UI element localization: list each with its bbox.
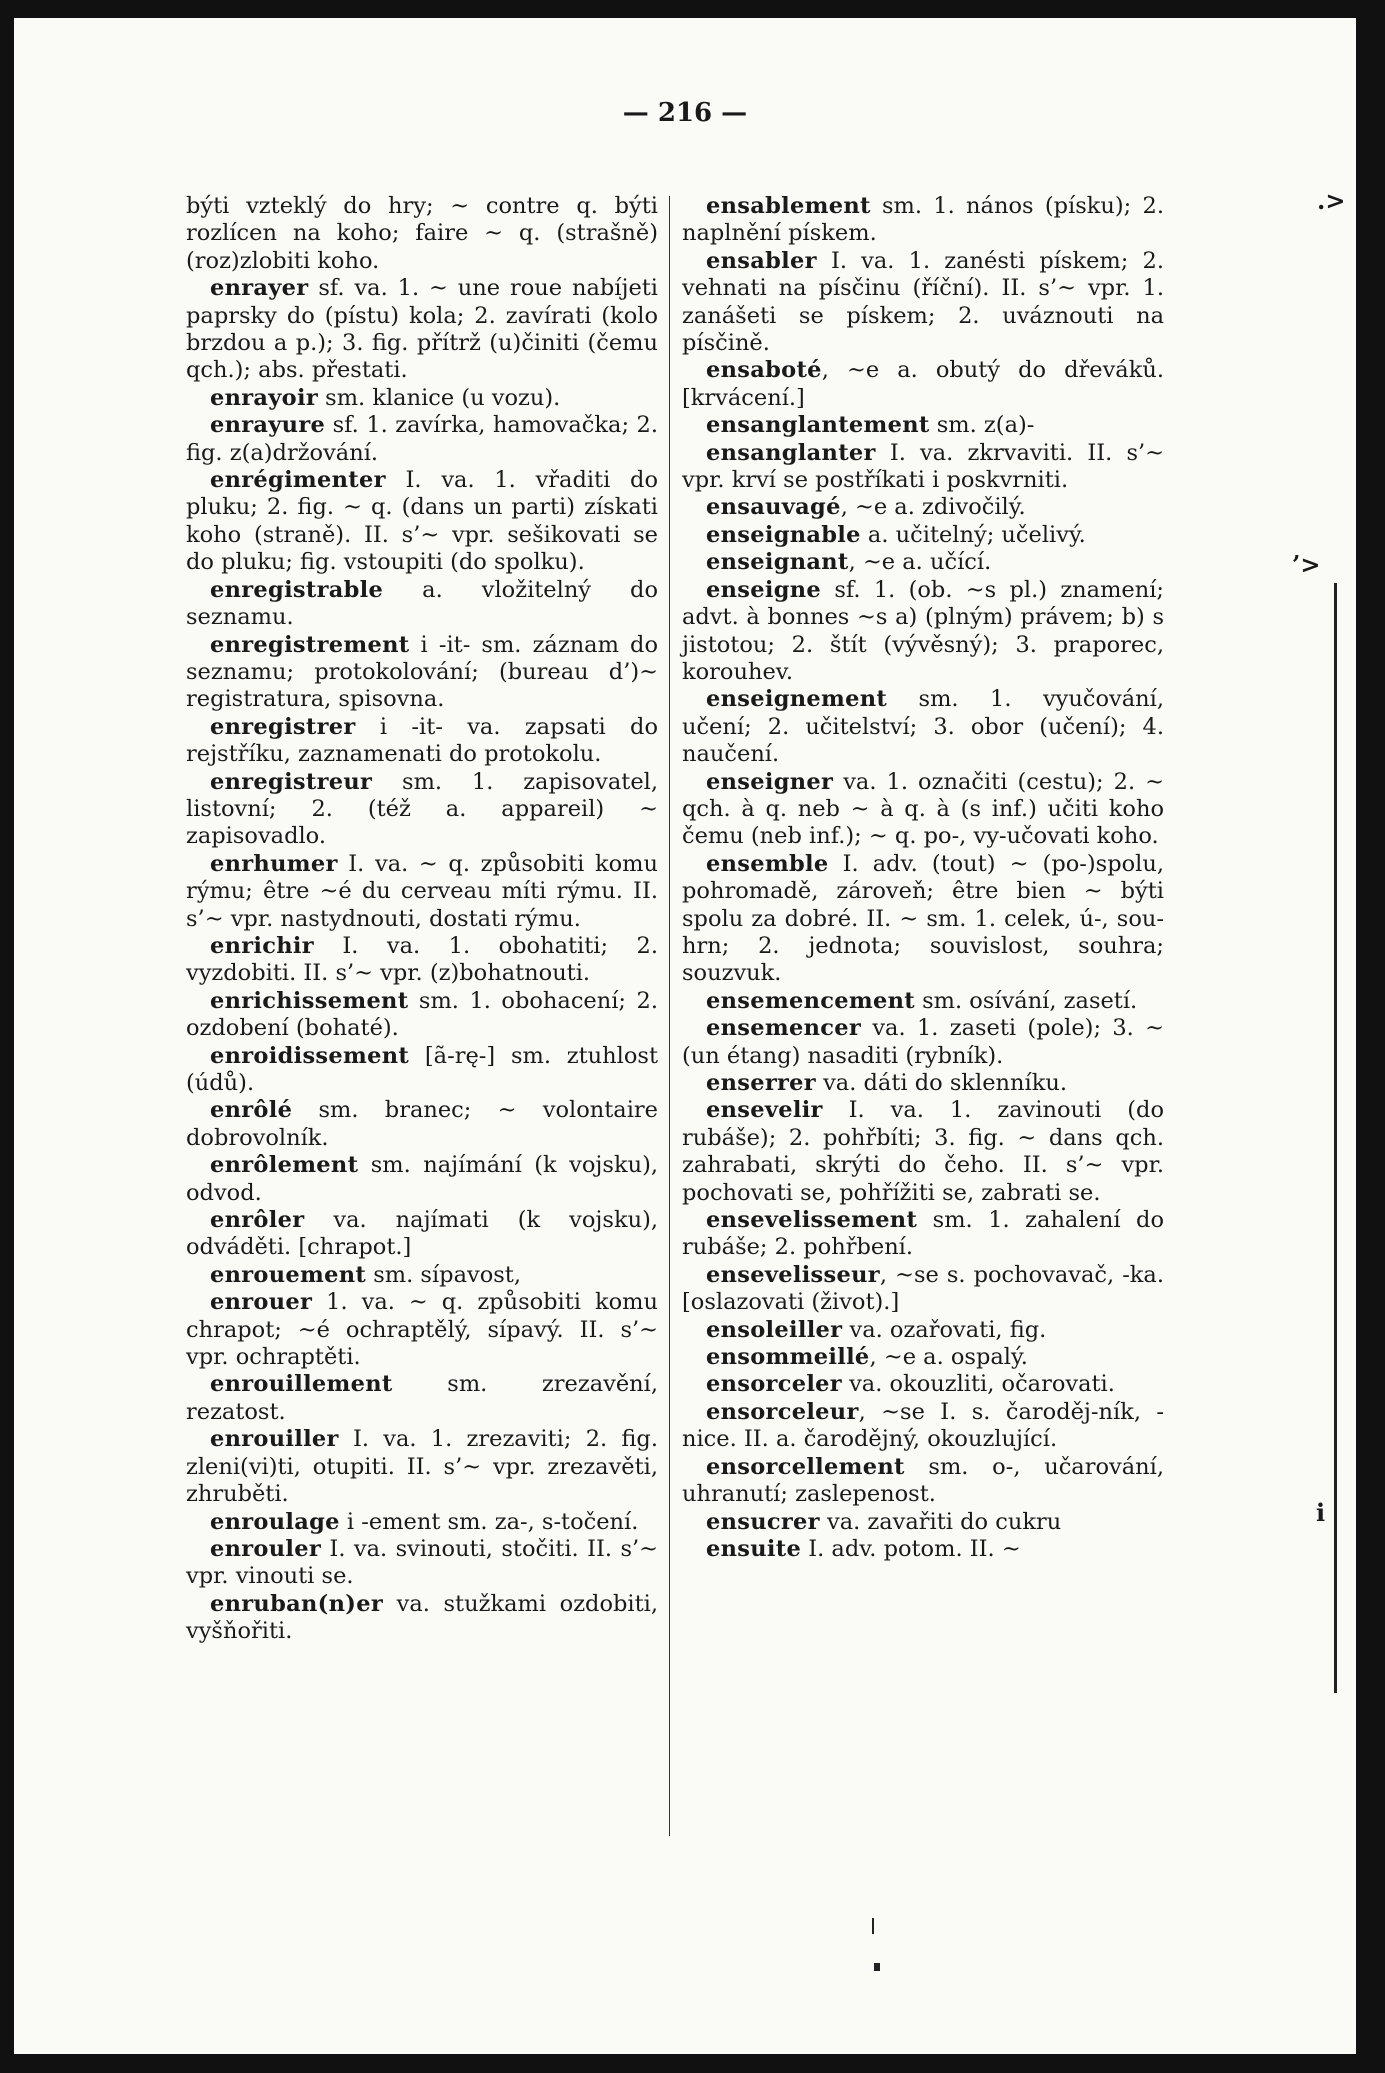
dictionary-entry: [682, 440, 1164, 495]
definition: va. ozařovati, fig.: [842, 1316, 1047, 1343]
headword: enseigner: [706, 768, 834, 795]
dictionary-entry: [186, 577, 658, 632]
headword: enregistrer: [210, 713, 356, 740]
left-column: [186, 193, 658, 1646]
definition: 1. va. ~ q. způsobiti komu chrapot; ~é ochraptělý, sípavý. II. s’~ vpr. ochraptěti.: [186, 1289, 658, 1371]
headword: ensorcellement: [706, 1453, 905, 1480]
definition: a. vložitelný do seznamu.: [186, 576, 658, 631]
definition: va. 1. označiti (cestu); 2. ~ qch. à q. neb ~ à q. à (s inf.) učiti koho čemu (neb inf.); ~ q. po-, vy-učovati koho.: [682, 768, 1164, 850]
headword: enrayure: [210, 412, 326, 439]
dictionary-entry: [682, 851, 1164, 988]
headword: ensemencement: [706, 987, 915, 1014]
dictionary-entry: [186, 1591, 658, 1646]
definition: , ~e a. zdivočilý.: [840, 494, 1026, 521]
definition: va. najímati (k vojsku), odváděti. [chrapot.]: [186, 1207, 658, 1261]
dictionary-entry: [682, 357, 1164, 412]
definition: va. dáti do sklenníku.: [815, 1070, 1067, 1096]
dictionary-entry: [682, 686, 1164, 768]
headword: enseigne: [706, 576, 822, 603]
definition: I. va. 1. zrezaviti; 2. fig. zleni(vi)ti, otupiti. II. s’~ vpr. zrezavěti, zhruběti.: [186, 1426, 658, 1508]
dictionary-entry: [682, 522, 1164, 549]
dictionary-entry: [682, 248, 1164, 358]
headword: ensoleiller: [706, 1316, 843, 1343]
definition: sm. klanice (u vozu).: [318, 384, 561, 411]
dictionary-entry: [682, 549, 1164, 576]
definition: sm. 1. vyučování, učení; 2. učitelství; 3. obor (učení); 4. naučení.: [682, 686, 1164, 768]
headword: enrôlement: [210, 1152, 359, 1179]
definition: i -ement sm. za-, s-točení.: [339, 1508, 639, 1535]
headword: enrégimenter: [210, 467, 386, 494]
dictionary-entry: [682, 1399, 1164, 1454]
headword: enrouler: [210, 1535, 322, 1562]
headword: ensauvagé: [706, 494, 841, 521]
definition: a. učitelný; učelivý.: [860, 521, 1086, 548]
dictionary-entry: [186, 632, 658, 714]
dictionary-entry: [186, 1536, 658, 1591]
dictionary-entry: [682, 1317, 1164, 1344]
headword: enregistreur: [210, 768, 373, 795]
right-column: [682, 193, 1164, 1563]
dictionary-entry: [186, 1152, 658, 1207]
dictionary-entry: [186, 1043, 658, 1098]
definition: I. adv. (tout) ~ (po-)spolu, pohromadě, zároveň; être bien ~ býti spolu za dobré. II. ~ sm. 1. celek, ú-, sou-hrn; 2. jednota; souvislost, souhra; souzvuk.: [682, 850, 1164, 987]
definition: sm. 1. zapisovatel, listovní; 2. (též a. appareil) ~ zapisovadlo.: [186, 768, 658, 850]
dictionary-entry: [186, 714, 658, 769]
margin-rule: [1334, 583, 1337, 1693]
dictionary-entry: [682, 577, 1164, 687]
definition: va. stužkami ozdobiti, vyšňořiti.: [186, 1590, 658, 1645]
dictionary-entry: [186, 1426, 658, 1508]
definition: I. va. svinouti, stočiti. II. s’~ vpr. vinouti se.: [186, 1535, 658, 1590]
definition: , ~se I. s. čaroděj-ník, -nice. II. a. čarodějný, okouzlující.: [682, 1398, 1164, 1453]
definition: I. va. 1. zavinouti (do rubáše); 2. pohřbíti; 3. fig. ~ dans qch. zahrabati, skrýti do čeho. II. s’~ vpr. pochovati se, pohřížiti se, zabrati se.: [682, 1097, 1164, 1206]
dictionary-entry: [186, 851, 658, 933]
definition: sf. 1. zavírka, hamovačka; 2. fig. z(a)držování.: [186, 412, 658, 466]
definition: sm. o-, učarování, uhranutí; zaslepenost.: [682, 1453, 1164, 1508]
dictionary-entry: [186, 988, 658, 1043]
headword: ensanglantement: [706, 412, 930, 439]
dictionary-entry: [682, 1344, 1164, 1371]
ink-speck: [874, 1963, 880, 1971]
headword: enrouement: [210, 1261, 367, 1288]
dictionary-entry: [682, 1015, 1164, 1070]
headword: ensuite: [706, 1535, 802, 1562]
headword: ensevelissement: [706, 1207, 918, 1234]
headword: enrôler: [210, 1207, 305, 1234]
definition: sm. 1. zahalení do rubáše; 2. pohřbení.: [682, 1207, 1164, 1261]
dictionary-entry: [186, 1509, 658, 1536]
dictionary-entry: [682, 1262, 1164, 1317]
definition: I. va. 1. obohatiti; 2. vyzdobiti. II. s’~ vpr. (z)bohatnouti.: [186, 932, 658, 987]
definition: sf. 1. (ob. ~s pl.) znamení; advt. à bonnes ~s a) (plným) právem; b) s jistotou; 2. štít (vývěsný); 3. praporec, korouhev.: [682, 576, 1164, 685]
definition: sm. osívání, zasetí.: [914, 987, 1138, 1014]
definition: I. va. 1. vřaditi do pluku; 2. fig. ~ q. (dans un parti) získati koho (straně). II. s’~ vpr. sešikovati se do pluku; fig. vstoupiti (do spolku).: [186, 467, 658, 576]
definition: va. okouzliti, očarovati.: [841, 1371, 1115, 1398]
definition: sm. zrezavění, rezatost.: [186, 1371, 658, 1425]
page-number: — 216 —: [622, 98, 748, 128]
dictionary-entry: [682, 1207, 1164, 1262]
headword: enregistrable: [210, 576, 384, 603]
headword: enregistrement: [210, 631, 410, 658]
headword: enrayoir: [210, 384, 318, 411]
dictionary-entry: [186, 1207, 658, 1262]
headword: enrôlé: [210, 1097, 293, 1124]
definition: I. adv. potom. II. ~: [801, 1535, 1021, 1562]
dictionary-entry: [186, 275, 658, 385]
definition: va. zavařiti do cukru: [819, 1508, 1062, 1535]
dictionary-entry: [682, 1509, 1164, 1536]
dictionary-entry: [186, 1371, 658, 1426]
headword: ensorceler: [706, 1371, 842, 1398]
definition: I. va. zkrvaviti. II. s’~ vpr. krví se postříkati i poskvrniti.: [682, 439, 1164, 494]
definition: i -it- sm. záznam do seznamu; protokolování; (bureau d’)~ registratura, spisovna.: [186, 631, 658, 713]
headword: ensommeillé: [706, 1344, 870, 1371]
dictionary-entry: [682, 1454, 1164, 1509]
dictionary-entry: [186, 1289, 658, 1371]
dictionary-entry: [186, 193, 658, 275]
headword: ensucrer: [706, 1508, 820, 1535]
definition: sm. najímání (k vojsku), odvod.: [186, 1152, 658, 1206]
headword: enroulage: [210, 1508, 340, 1535]
definition: , ~e a. obutý do dřeváků. [krvácení.]: [682, 357, 1164, 411]
definition: sm. z(a)-: [929, 412, 1035, 439]
dictionary-entry: [682, 1070, 1164, 1097]
dictionary-entry: [682, 1371, 1164, 1398]
margin-note: i: [1316, 1498, 1326, 1527]
column-divider: [669, 196, 670, 1836]
headword: enseignement: [706, 686, 888, 713]
definition: sm. sípavost,: [366, 1261, 521, 1288]
definition: I. va. 1. zanésti pískem; 2. vehnati na písčinu (říční). II. s’~ vpr. 1. zanášeti se pískem; 2. uváznouti na písčině.: [682, 247, 1164, 357]
headword: enrouiller: [210, 1426, 339, 1453]
dictionary-entry: [682, 494, 1164, 521]
headword: enrhumer: [210, 850, 338, 877]
definition: sm. branec; ~ volontaire dobrovolník.: [186, 1097, 658, 1151]
dictionary-entry: [186, 412, 658, 467]
headword: enruban(n)er: [210, 1590, 383, 1617]
definition: [ã-rę-] sm. ztuhlost (údů).: [186, 1042, 658, 1096]
headword: enseignable: [706, 521, 861, 548]
margin-note: ’>: [1292, 550, 1321, 579]
dictionary-entry: [186, 467, 658, 577]
headword: enrichissement: [210, 987, 409, 1014]
definition: i -it- va. zapsati do rejstříku, zaznamenati do protokolu.: [186, 713, 658, 768]
headword: ensablement: [706, 193, 871, 219]
dictionary-entry: [682, 1097, 1164, 1207]
headword: ensemble: [706, 850, 829, 877]
headword: ensaboté: [706, 357, 822, 384]
dictionary-entry: [186, 1097, 658, 1152]
dictionary-entry: [682, 193, 1164, 248]
dictionary-entry: [682, 988, 1164, 1015]
definition: va. 1. zaseti (pole); 3. ~ (un étang) nasaditi (rybník).: [682, 1015, 1164, 1069]
headword: enrayer: [210, 275, 309, 302]
definition: , ~e a. učící.: [848, 549, 992, 576]
headword: enrouillement: [210, 1371, 393, 1398]
dictionary-entry: [682, 412, 1164, 439]
definition: býti vzteklý do hry; ~ contre q. býti rozlícen na koho; faire ~ q. (strašně) (roz)zlobiti koho.: [186, 193, 658, 274]
headword: enroidissement: [210, 1042, 410, 1069]
headword: ensanglanter: [706, 439, 876, 466]
headword: enrichir: [210, 932, 314, 959]
definition: , ~e a. ospalý.: [869, 1344, 1028, 1371]
margin-note: .>: [1317, 186, 1346, 215]
definition: I. va. ~ q. způsobiti komu rýmu; être ~é du cerveau míti rýmu. II. s’~ vpr. nastydnouti, dostati rýmu.: [186, 850, 658, 932]
dictionary-entry: [682, 769, 1164, 851]
definition: sf. va. 1. ~ une roue nabíjeti paprsky do (pístu) kola; 2. zavírati (kolo brzdou a p.); 3. fig. přítrž (u)činiti (čemu qch.); abs. přestati.: [186, 275, 658, 384]
dictionary-entry: [186, 769, 658, 851]
dictionary-page: [14, 18, 1356, 2054]
headword: ensorceleur: [706, 1398, 859, 1425]
headword: enrouer: [210, 1289, 313, 1316]
definition: , ~se s. pochovavač, -ka. [oslazovati (život).]: [682, 1261, 1164, 1316]
definition: sm. 1. obohacení; 2. ozdobení (bohaté).: [186, 987, 658, 1042]
headword: enserrer: [706, 1070, 816, 1096]
headword: ensevelir: [706, 1097, 823, 1124]
dictionary-entry: [682, 1536, 1164, 1563]
ink-speck: [872, 1918, 874, 1934]
definition: sm. 1. nános (písku); 2. naplnění pískem.: [682, 193, 1164, 247]
headword: ensevelisseur: [706, 1261, 880, 1288]
dictionary-entry: [186, 933, 658, 988]
headword: ensemencer: [706, 1015, 862, 1042]
headword: enseignant: [706, 549, 849, 576]
dictionary-entry: [186, 1262, 658, 1289]
dictionary-entry: [186, 385, 658, 412]
headword: ensabler: [706, 247, 817, 274]
